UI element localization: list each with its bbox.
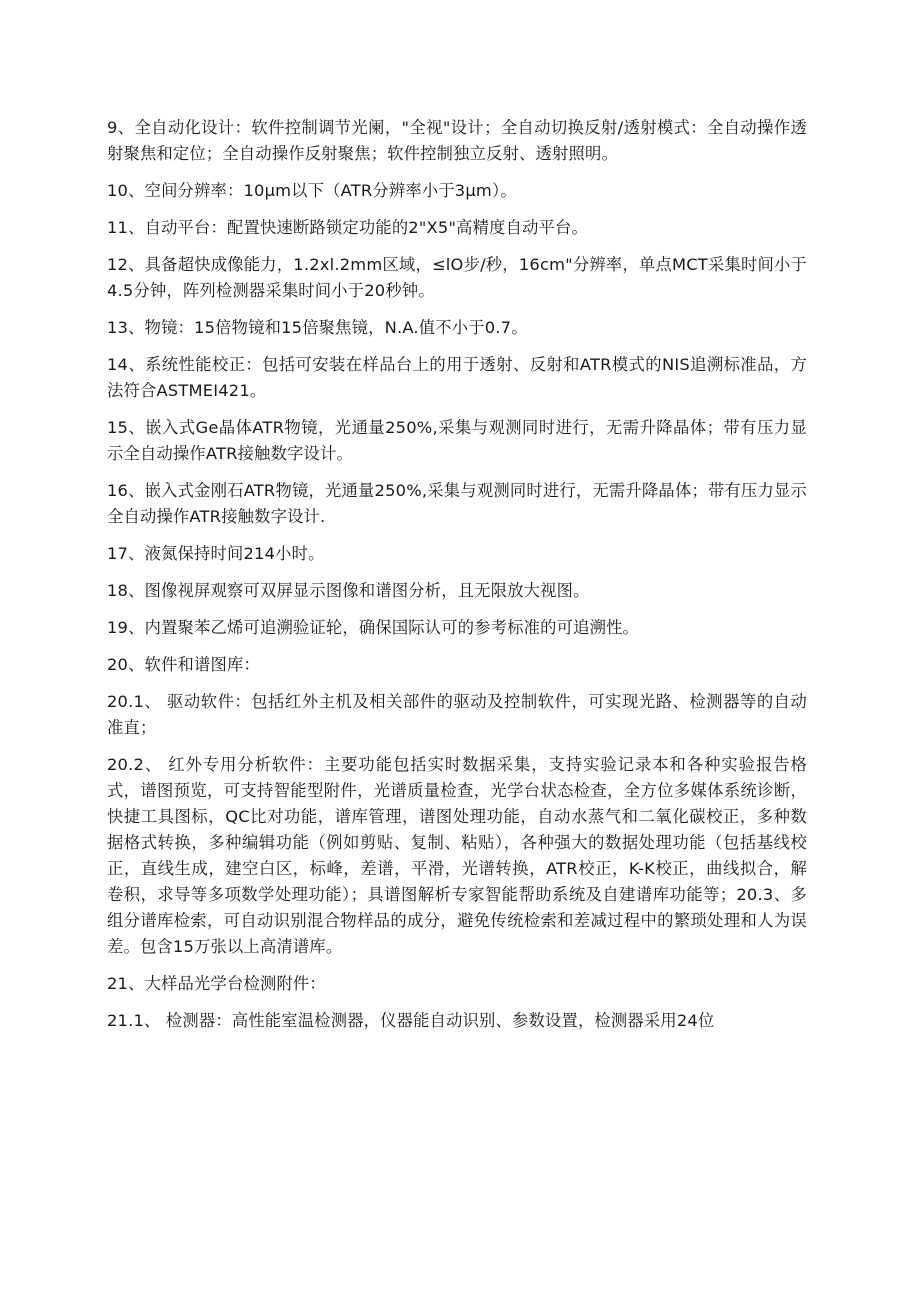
section-heading-20: 20、软件和谱图库： (107, 655, 260, 674)
paragraph-item-10: 10、空间分辨率：10μm以下（ATR分辨率小于3μm）。 (107, 181, 517, 200)
paragraph-item-19: 19、内置聚苯乙烯可追溯验证轮，确保国际认可的参考标准的可追溯性。 (107, 618, 640, 637)
paragraph-item-17: 17、液氮保持时间214小时。 (107, 544, 325, 563)
paragraph-item-13: 13、物镜：15倍物镜和15倍聚焦镜，N.A.值不小于0.7。 (107, 318, 528, 337)
paragraph-item-15: 15、嵌入式Ge晶体ATR物镜，光通量250%,采集与观测同时进行，无需升降晶体；带有压力显示全自动操作ATR接触数字设计。 (107, 418, 807, 463)
paragraph-item-20-2: 20.2、 红外专用分析软件：主要功能包括实时数据采集，支持实验记录本和各种实验报告格式，谱图预览，可支持智能型附件，光谱质量检查，光学台状态检查，全方位多媒体系统诊断，快捷工具图标，QC比对功能，谱库管理，谱图处理功能，自动水蒸气和二氧化碳校正，多种数据格式转换，多种编辑功能（例如剪贴、复制、粘贴），各种强大的数据处理功能（包括基线校正，直线生成，建空白区，标峰，差谱，平滑，光谱转换，ATR校正，K-K校正，曲线拟合，解卷积，求导等多项数学处理功能）；具谱图解析专家智能帮助系统及自建谱库功能等；20.3、多组分谱库检索，可自动识别混合物样品的成分，避免传统检索和差减过程中的繁琐处理和人为误差。包含15万张以上高清谱库。 (107, 755, 807, 956)
paragraph-item-21-1: 21.1、 检测器：高性能室温检测器，仪器能自动识别、参数设置，检测器采用24位 (107, 1011, 715, 1030)
paragraph-item-18: 18、图像视屏观察可双屏显示图像和谱图分析，且无限放大视图。 (107, 581, 590, 600)
paragraph-item-16: 16、嵌入式金刚石ATR物镜，光通量250%,采集与观测同时进行，无需升降晶体；带有压力显示全自动操作ATR接触数字设计. (107, 481, 807, 526)
paragraph-item-9: 9、全自动化设计：软件控制调节光阑，"全视"设计；全自动切换反射/透射模式：全自动操作透射聚焦和定位；全自动操作反射聚焦；软件控制独立反射、透射照明。 (107, 118, 807, 163)
paragraph-item-12: 12、具备超快成像能力，1.2xl.2mm区域，≤lO步/秒，16cm"分辨率，单点MCT采集时间小于4.5分钟，阵列检测器采集时间小于20秒钟。 (107, 255, 807, 300)
section-heading-21: 21、大样品光学台检测附件： (107, 974, 326, 993)
paragraph-item-20-1: 20.1、 驱动软件：包括红外主机及相关部件的驱动及控制软件，可实现光路、检测器等的自动准直； (107, 692, 807, 737)
paragraph-item-11: 11、自动平台：配置快速断路锁定功能的2"X5"高精度自动平台。 (107, 218, 588, 237)
document-body (107, 115, 807, 1045)
paragraph-item-14: 14、系统性能校正：包括可安装在样品台上的用于透射、反射和ATR模式的NIS追溯标准品，方法符合ASTMEI421。 (107, 355, 807, 400)
